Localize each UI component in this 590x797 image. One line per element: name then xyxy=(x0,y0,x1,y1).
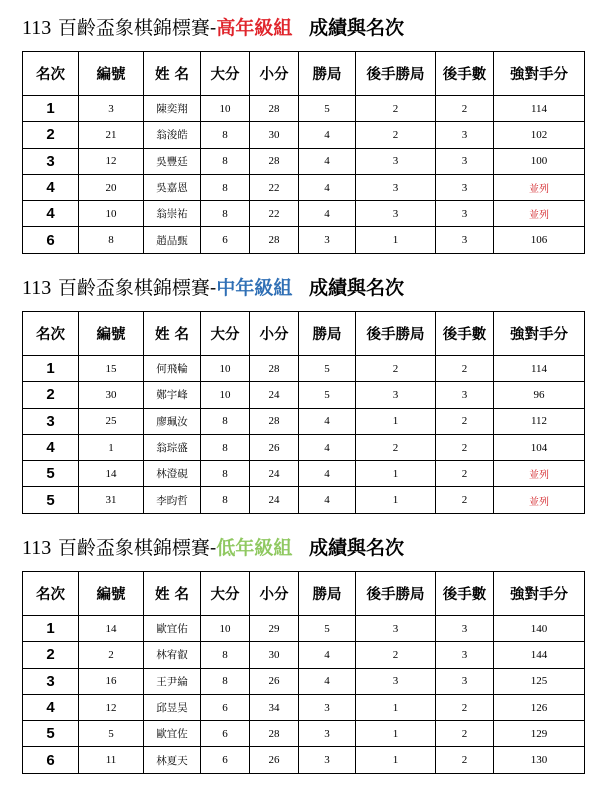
header-wins: 勝局 xyxy=(299,52,356,96)
title-suffix: 成績與名次 xyxy=(308,537,404,559)
rank-cell: 6 xyxy=(23,747,79,773)
rank-cell: 1 xyxy=(23,356,79,382)
rank-cell: 4 xyxy=(23,201,79,227)
wins-cell: 4 xyxy=(299,148,356,174)
header-name: 姓 名 xyxy=(144,312,201,356)
minor-score-cell: 30 xyxy=(250,642,299,668)
header-minor-score: 小分 xyxy=(250,312,299,356)
rank-cell: 4 xyxy=(23,434,79,460)
second-hand-wins-cell: 3 xyxy=(356,668,436,694)
second-hand-wins-cell: 1 xyxy=(356,694,436,720)
name-cell: 歐宜佑 xyxy=(144,616,201,642)
rank-cell: 1 xyxy=(23,616,79,642)
title-dash: - xyxy=(209,17,217,39)
major-score-cell: 8 xyxy=(201,461,250,487)
rank-cell: 4 xyxy=(23,174,79,200)
table-row xyxy=(23,487,585,513)
rank-cell: 3 xyxy=(23,408,79,434)
major-score-cell: 6 xyxy=(201,694,250,720)
header-second-hand-count: 後手數 xyxy=(436,572,494,616)
opponent-score-cell: 並列 xyxy=(494,461,585,487)
rank-cell: 2 xyxy=(23,382,79,408)
title-main: 百齡盃象棋錦標賽 xyxy=(57,17,210,39)
header-second-hand-wins: 後手勝局 xyxy=(356,312,436,356)
second-hand-count-cell: 2 xyxy=(436,356,494,382)
table-row xyxy=(23,201,585,227)
header-minor-score: 小分 xyxy=(250,52,299,96)
minor-score-cell: 34 xyxy=(250,694,299,720)
minor-score-cell: 28 xyxy=(250,356,299,382)
opponent-score-cell: 140 xyxy=(494,616,585,642)
header-number: 編號 xyxy=(79,572,144,616)
minor-score-cell: 26 xyxy=(250,434,299,460)
rank-cell: 5 xyxy=(23,461,79,487)
section-title xyxy=(22,275,584,301)
minor-score-cell: 30 xyxy=(250,122,299,148)
wins-cell: 4 xyxy=(299,408,356,434)
title-suffix: 成績與名次 xyxy=(308,17,404,39)
second-hand-wins-cell: 3 xyxy=(356,148,436,174)
section-junior xyxy=(22,535,584,774)
number-cell: 31 xyxy=(79,487,144,513)
number-cell: 2 xyxy=(79,642,144,668)
name-cell: 林宥叡 xyxy=(144,642,201,668)
second-hand-wins-cell: 1 xyxy=(356,747,436,773)
table-row xyxy=(23,694,585,720)
opponent-score-cell: 並列 xyxy=(494,487,585,513)
header-rank: 名次 xyxy=(23,572,79,616)
rank-cell: 6 xyxy=(23,227,79,253)
major-score-cell: 6 xyxy=(201,227,250,253)
header-opponent-score: 強對手分 xyxy=(494,572,585,616)
wins-cell: 3 xyxy=(299,694,356,720)
table-row xyxy=(23,408,585,434)
second-hand-wins-cell: 2 xyxy=(356,96,436,122)
wins-cell: 4 xyxy=(299,434,356,460)
header-second-hand-count: 後手數 xyxy=(436,52,494,96)
header-wins: 勝局 xyxy=(299,572,356,616)
minor-score-cell: 26 xyxy=(250,747,299,773)
number-cell: 12 xyxy=(79,148,144,174)
table-row xyxy=(23,434,585,460)
table-row xyxy=(23,174,585,200)
second-hand-wins-cell: 2 xyxy=(356,122,436,148)
table-row xyxy=(23,96,585,122)
section-middle xyxy=(22,275,584,514)
opponent-score-cell: 129 xyxy=(494,721,585,747)
second-hand-wins-cell: 1 xyxy=(356,461,436,487)
opponent-score-cell: 並列 xyxy=(494,174,585,200)
opponent-score-cell: 102 xyxy=(494,122,585,148)
section-title xyxy=(22,15,584,41)
second-hand-count-cell: 2 xyxy=(436,434,494,460)
name-cell: 吳嘉恩 xyxy=(144,174,201,200)
rank-cell: 3 xyxy=(23,668,79,694)
minor-score-cell: 24 xyxy=(250,461,299,487)
section-title xyxy=(22,535,584,561)
second-hand-wins-cell: 1 xyxy=(356,227,436,253)
number-cell: 21 xyxy=(79,122,144,148)
second-hand-wins-cell: 3 xyxy=(356,616,436,642)
title-dash: - xyxy=(209,537,217,559)
table-row xyxy=(23,721,585,747)
major-score-cell: 8 xyxy=(201,487,250,513)
title-year: 113 xyxy=(22,537,52,559)
title-main: 百齡盃象棋錦標賽 xyxy=(57,277,210,299)
number-cell: 12 xyxy=(79,694,144,720)
minor-score-cell: 28 xyxy=(250,721,299,747)
minor-score-cell: 28 xyxy=(250,408,299,434)
major-score-cell: 10 xyxy=(201,616,250,642)
header-rank: 名次 xyxy=(23,52,79,96)
wins-cell: 4 xyxy=(299,461,356,487)
table-row xyxy=(23,747,585,773)
minor-score-cell: 28 xyxy=(250,96,299,122)
wins-cell: 4 xyxy=(299,668,356,694)
minor-score-cell: 22 xyxy=(250,174,299,200)
title-group: 高年級組 xyxy=(216,17,293,39)
wins-cell: 3 xyxy=(299,227,356,253)
name-cell: 趙品甄 xyxy=(144,227,201,253)
title-main: 百齡盃象棋錦標賽 xyxy=(57,537,210,559)
header-rank: 名次 xyxy=(23,312,79,356)
second-hand-count-cell: 2 xyxy=(436,721,494,747)
header-opponent-score: 強對手分 xyxy=(494,52,585,96)
header-second-hand-count: 後手數 xyxy=(436,312,494,356)
title-group: 低年級組 xyxy=(216,537,293,559)
name-cell: 陳奕翔 xyxy=(144,96,201,122)
second-hand-wins-cell: 1 xyxy=(356,721,436,747)
major-score-cell: 10 xyxy=(201,382,250,408)
wins-cell: 4 xyxy=(299,174,356,200)
rank-cell: 2 xyxy=(23,642,79,668)
opponent-score-cell: 125 xyxy=(494,668,585,694)
wins-cell: 5 xyxy=(299,616,356,642)
rank-cell: 4 xyxy=(23,694,79,720)
minor-score-cell: 24 xyxy=(250,382,299,408)
major-score-cell: 8 xyxy=(201,201,250,227)
table-row xyxy=(23,642,585,668)
title-suffix: 成績與名次 xyxy=(308,277,404,299)
second-hand-count-cell: 3 xyxy=(436,616,494,642)
major-score-cell: 8 xyxy=(201,642,250,668)
major-score-cell: 8 xyxy=(201,148,250,174)
name-cell: 翁崇祐 xyxy=(144,201,201,227)
table-row xyxy=(23,616,585,642)
second-hand-wins-cell: 3 xyxy=(356,201,436,227)
header-number: 編號 xyxy=(79,312,144,356)
results-table xyxy=(22,311,585,514)
name-cell: 廖珮汝 xyxy=(144,408,201,434)
header-minor-score: 小分 xyxy=(250,572,299,616)
number-cell: 15 xyxy=(79,356,144,382)
second-hand-wins-cell: 3 xyxy=(356,382,436,408)
major-score-cell: 10 xyxy=(201,356,250,382)
minor-score-cell: 28 xyxy=(250,227,299,253)
wins-cell: 3 xyxy=(299,721,356,747)
name-cell: 翁琮盛 xyxy=(144,434,201,460)
second-hand-count-cell: 3 xyxy=(436,122,494,148)
minor-score-cell: 29 xyxy=(250,616,299,642)
opponent-score-cell: 96 xyxy=(494,382,585,408)
second-hand-count-cell: 3 xyxy=(436,227,494,253)
name-cell: 王尹綸 xyxy=(144,668,201,694)
wins-cell: 4 xyxy=(299,122,356,148)
number-cell: 30 xyxy=(79,382,144,408)
major-score-cell: 6 xyxy=(201,721,250,747)
major-score-cell: 8 xyxy=(201,174,250,200)
number-cell: 10 xyxy=(79,201,144,227)
title-year: 113 xyxy=(22,277,52,299)
number-cell: 11 xyxy=(79,747,144,773)
minor-score-cell: 22 xyxy=(250,201,299,227)
name-cell: 鄭宇峰 xyxy=(144,382,201,408)
table-row xyxy=(23,148,585,174)
opponent-score-cell: 並列 xyxy=(494,201,585,227)
header-major-score: 大分 xyxy=(201,52,250,96)
second-hand-wins-cell: 2 xyxy=(356,356,436,382)
header-name: 姓 名 xyxy=(144,572,201,616)
table-row xyxy=(23,382,585,408)
rank-cell: 2 xyxy=(23,122,79,148)
second-hand-wins-cell: 3 xyxy=(356,174,436,200)
second-hand-count-cell: 2 xyxy=(436,408,494,434)
results-table xyxy=(22,571,585,774)
opponent-score-cell: 104 xyxy=(494,434,585,460)
opponent-score-cell: 126 xyxy=(494,694,585,720)
rank-cell: 1 xyxy=(23,96,79,122)
second-hand-count-cell: 2 xyxy=(436,747,494,773)
major-score-cell: 10 xyxy=(201,96,250,122)
name-cell: 歐宜佐 xyxy=(144,721,201,747)
second-hand-count-cell: 2 xyxy=(436,694,494,720)
second-hand-wins-cell: 2 xyxy=(356,434,436,460)
header-second-hand-wins: 後手勝局 xyxy=(356,572,436,616)
table-row xyxy=(23,461,585,487)
number-cell: 25 xyxy=(79,408,144,434)
second-hand-count-cell: 3 xyxy=(436,668,494,694)
wins-cell: 5 xyxy=(299,382,356,408)
number-cell: 14 xyxy=(79,616,144,642)
number-cell: 3 xyxy=(79,96,144,122)
wins-cell: 3 xyxy=(299,747,356,773)
minor-score-cell: 24 xyxy=(250,487,299,513)
header-wins: 勝局 xyxy=(299,312,356,356)
opponent-score-cell: 114 xyxy=(494,96,585,122)
number-cell: 5 xyxy=(79,721,144,747)
table-row xyxy=(23,668,585,694)
second-hand-count-cell: 3 xyxy=(436,148,494,174)
second-hand-wins-cell: 2 xyxy=(356,642,436,668)
name-cell: 邱昱昊 xyxy=(144,694,201,720)
table-row xyxy=(23,356,585,382)
header-number: 編號 xyxy=(79,52,144,96)
opponent-score-cell: 130 xyxy=(494,747,585,773)
second-hand-count-cell: 2 xyxy=(436,461,494,487)
second-hand-count-cell: 3 xyxy=(436,201,494,227)
name-cell: 吳豐廷 xyxy=(144,148,201,174)
header-major-score: 大分 xyxy=(201,312,250,356)
wins-cell: 5 xyxy=(299,96,356,122)
second-hand-wins-cell: 1 xyxy=(356,408,436,434)
name-cell: 李昀哲 xyxy=(144,487,201,513)
major-score-cell: 8 xyxy=(201,408,250,434)
wins-cell: 4 xyxy=(299,487,356,513)
header-major-score: 大分 xyxy=(201,572,250,616)
table-row xyxy=(23,122,585,148)
number-cell: 20 xyxy=(79,174,144,200)
rank-cell: 5 xyxy=(23,487,79,513)
number-cell: 8 xyxy=(79,227,144,253)
second-hand-count-cell: 2 xyxy=(436,487,494,513)
minor-score-cell: 28 xyxy=(250,148,299,174)
number-cell: 16 xyxy=(79,668,144,694)
title-dash: - xyxy=(209,277,217,299)
name-cell: 林夏天 xyxy=(144,747,201,773)
second-hand-count-cell: 3 xyxy=(436,174,494,200)
major-score-cell: 6 xyxy=(201,747,250,773)
table-row xyxy=(23,227,585,253)
rank-cell: 3 xyxy=(23,148,79,174)
number-cell: 1 xyxy=(79,434,144,460)
name-cell: 何飛輪 xyxy=(144,356,201,382)
opponent-score-cell: 112 xyxy=(494,408,585,434)
header-second-hand-wins: 後手勝局 xyxy=(356,52,436,96)
name-cell: 林澄硯 xyxy=(144,461,201,487)
wins-cell: 5 xyxy=(299,356,356,382)
second-hand-count-cell: 2 xyxy=(436,96,494,122)
major-score-cell: 8 xyxy=(201,122,250,148)
name-cell: 翁浚皓 xyxy=(144,122,201,148)
second-hand-count-cell: 3 xyxy=(436,382,494,408)
opponent-score-cell: 106 xyxy=(494,227,585,253)
major-score-cell: 8 xyxy=(201,434,250,460)
title-group: 中年級組 xyxy=(216,277,293,299)
number-cell: 14 xyxy=(79,461,144,487)
title-year: 113 xyxy=(22,17,52,39)
section-senior xyxy=(22,15,584,254)
header-name: 姓 名 xyxy=(144,52,201,96)
minor-score-cell: 26 xyxy=(250,668,299,694)
wins-cell: 4 xyxy=(299,642,356,668)
second-hand-wins-cell: 1 xyxy=(356,487,436,513)
header-opponent-score: 強對手分 xyxy=(494,312,585,356)
results-table xyxy=(22,51,585,254)
opponent-score-cell: 144 xyxy=(494,642,585,668)
opponent-score-cell: 114 xyxy=(494,356,585,382)
wins-cell: 4 xyxy=(299,201,356,227)
second-hand-count-cell: 3 xyxy=(436,642,494,668)
major-score-cell: 8 xyxy=(201,668,250,694)
rank-cell: 5 xyxy=(23,721,79,747)
opponent-score-cell: 100 xyxy=(494,148,585,174)
